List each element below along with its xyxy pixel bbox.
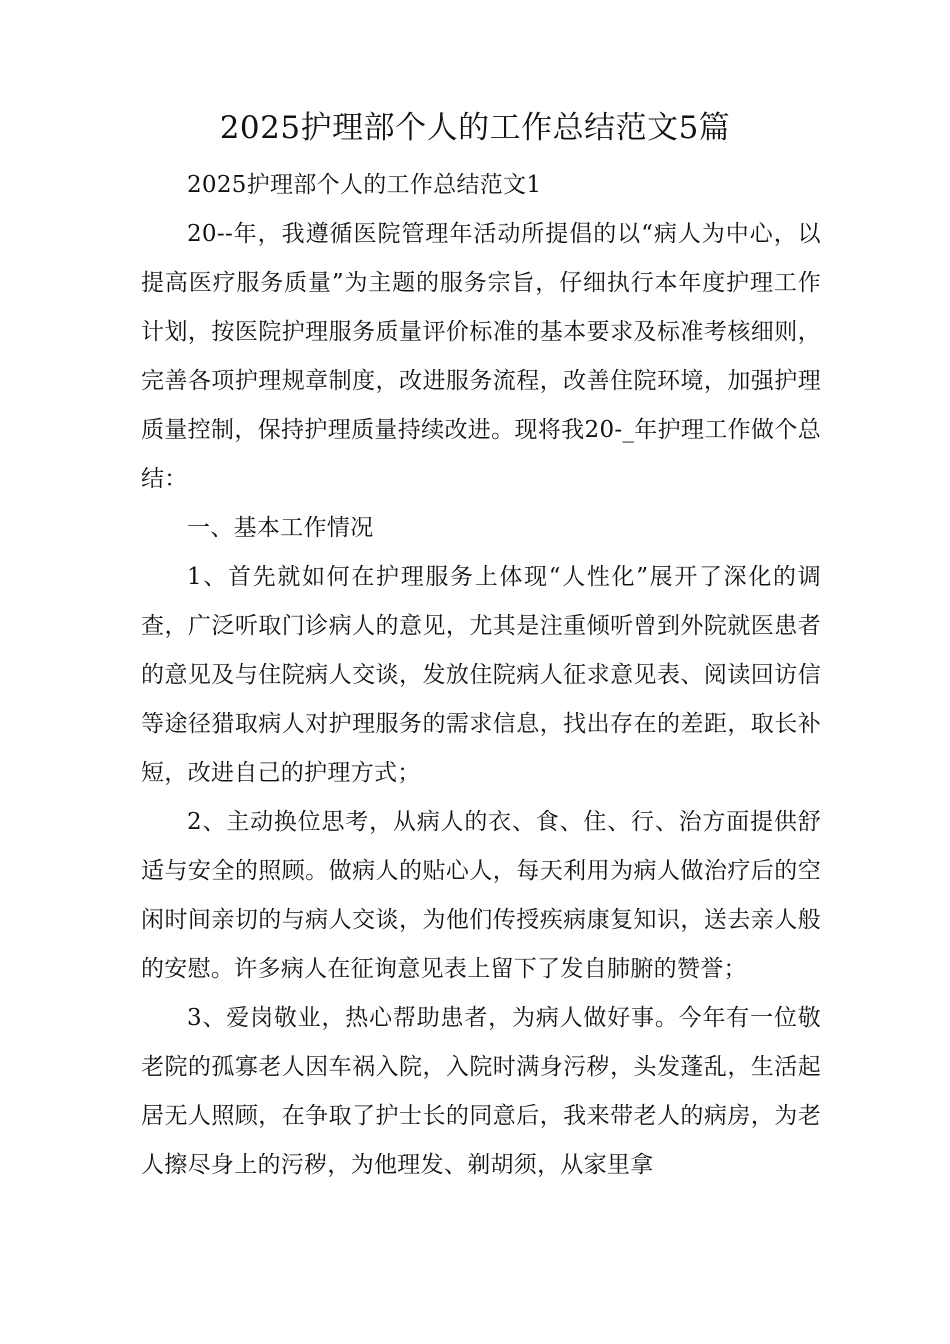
list-item-1: 1、首先就如何在护理服务上体现“人性化”展开了深化的调查，广泛听取门诊病人的意见，尤其是注重倾听曾到外院就医患者的意见及与住院病人交谈，发放住院病人征求意见表、阅读回访信等途径猎取病人对护理服务的需求信息，找出存在的差距，取长补短，改进自己的护理方式； [141,564,821,786]
section-heading-basic-work: 一、基本工作情况 [187,515,374,541]
document-body [141,161,821,1190]
list-item-3: 3、爱岗敬业，热心帮助患者，为病人做好事。今年有一位敬老院的孤寡老人因车祸入院，入院时满身污秽，头发蓬乱，生活起居无人照顾，在争取了护士长的同意后，我来带老人的病房，为老人擦尽身上的污秽，为他理发、剃胡须，从家里拿 [141,1005,821,1178]
document-title: 2025护理部个人的工作总结范文5篇 [219,110,731,146]
list-item-2: 2、主动换位思考，从病人的衣、食、住、行、治方面提供舒适与安全的照顾。做病人的贴心人，每天利用为病人做治疗后的空闲时间亲切的与病人交谈，为他们传授疾病康复知识，送去亲人般的安慰。许多病人在征询意见表上留下了发自肺腑的赞誉； [141,809,821,982]
section-subtitle: 2025护理部个人的工作总结范文1 [187,172,542,198]
intro-paragraph: 20--年，我遵循医院管理年活动所提倡的以“病人为中心，以提高医疗服务质量”为主题的服务宗旨，仔细执行本年度护理工作计划，按医院护理服务质量评价标准的基本要求及标准考核细则，完善各项护理规章制度，改进服务流程，改善住院环境，加强护理质量控制，保持护理质量持续改进。现将我20-_年护理工作做个总结： [141,221,821,492]
